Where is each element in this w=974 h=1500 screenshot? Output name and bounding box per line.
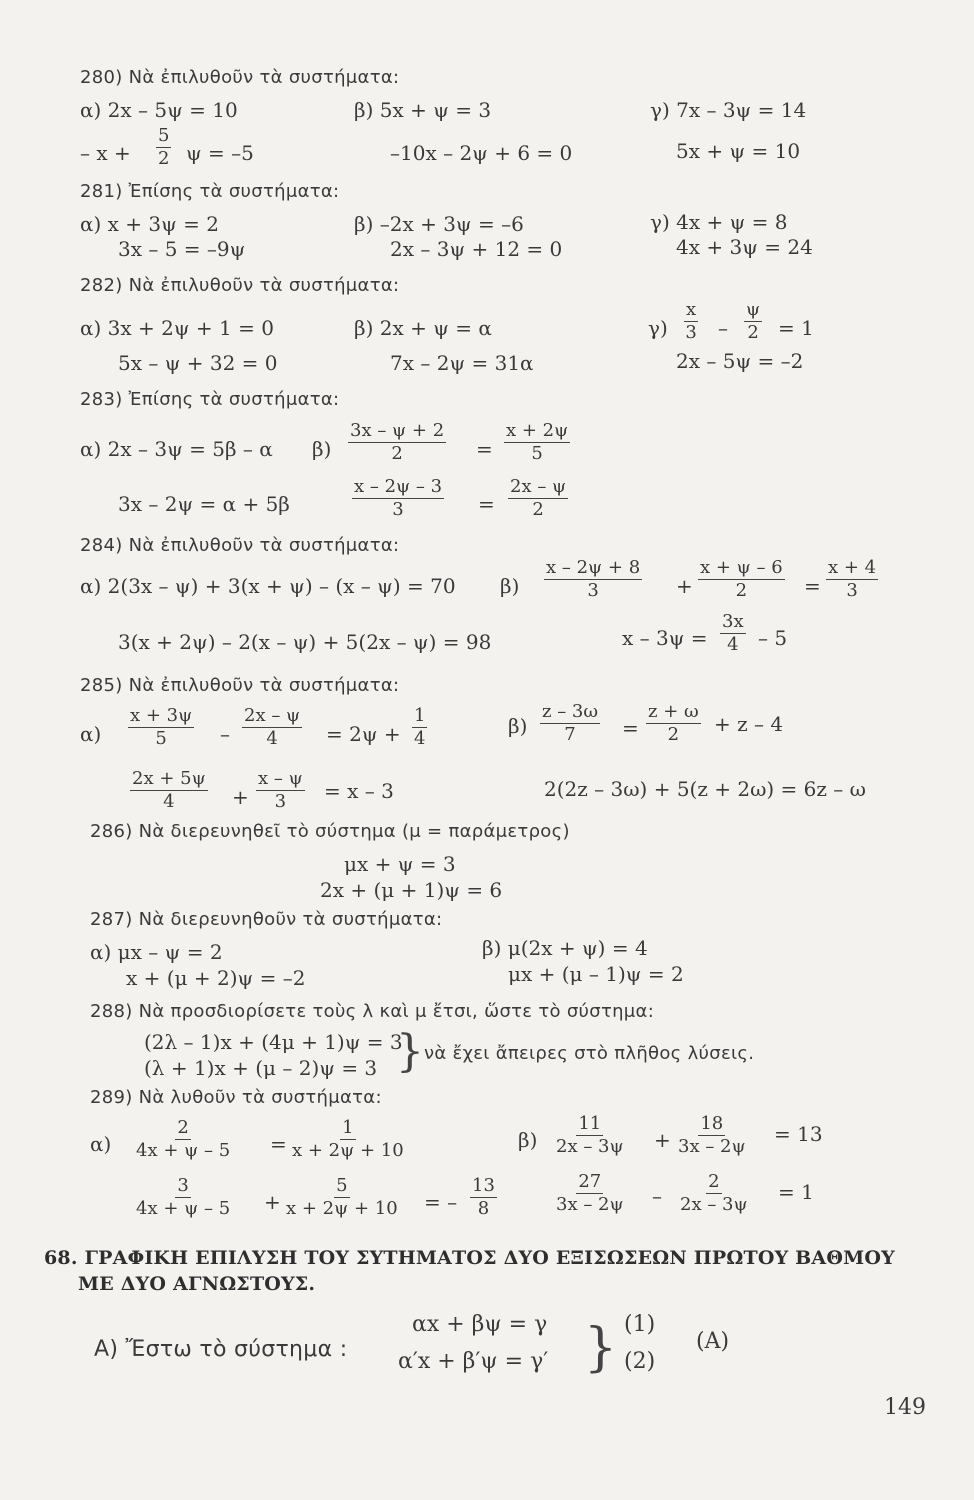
ex283-b-eq-sign: =: [476, 437, 493, 461]
page-number: 149: [884, 1395, 926, 1420]
system-a-brace: }: [584, 1318, 618, 1378]
ex289-b-fraction-2: $\frac{18}{3x - 2\psi}$: [678, 1113, 746, 1157]
ex286-eq2: 2x + (μ + 1)ψ = 6: [320, 878, 503, 902]
ex284-b-eq-sign: =: [804, 574, 821, 598]
ex288-tail: νὰ ἔχει ἄπειρες στὸ πλῆθος λύσεις.: [424, 1043, 755, 1064]
exercise-287-heading: 287) Νὰ διερευνηθοῦν τὰ συστήματα:: [90, 909, 443, 930]
ex280-c-eq2: 5x + ψ = 10: [676, 139, 801, 163]
ex289-b-fraction-1: $\frac{11}{2x - 3\psi}$: [556, 1113, 624, 1157]
exercise-283-heading: 283) Ἐπίσης τὰ συστήματα:: [80, 389, 340, 410]
ex289-a-fraction-1: $\frac{2}{4x + \psi - 5}$: [136, 1117, 231, 1161]
ex284-b-eq2-right: – 5: [758, 626, 788, 650]
ex289-a-fraction-5: $\frac{13}{8}$: [472, 1175, 495, 1219]
ex289-b-fraction-4: $\frac{2}{2x - 3\psi}$: [680, 1171, 748, 1215]
ex282-b-eq2: 7x – 2ψ = 31α: [390, 351, 534, 375]
ex281-b-eq2: 2x – 3ψ + 12 = 0: [390, 237, 563, 261]
ex285-a-fraction-1: $\frac{x + 3\psi}{5}$: [130, 705, 193, 749]
ex283-a-eq1: α) 2x – 3ψ = 5β – α: [80, 437, 273, 461]
ex280-a-fraction: $\frac{5}{2}$: [158, 125, 170, 169]
ex289-a-label: α): [90, 1132, 112, 1156]
ex281-c-eq2: 4x + 3ψ = 24: [676, 235, 813, 259]
ex280-b-eq1: β) 5x + ψ = 3: [354, 98, 492, 122]
exercise-288-heading: 288) Νὰ προσδιορίσετε τοὺς λ καὶ μ ἔτσι, ὥστε τὸ σύστημα:: [90, 1001, 655, 1022]
ex289-b-right: = 13: [774, 1122, 823, 1146]
ex285-a-fraction-4: $\frac{2x + 5\psi}{4}$: [132, 768, 206, 812]
ex282-a-eq1: α) 3x + 2ψ + 1 = 0: [80, 316, 274, 340]
ex282-c-fraction-1: $\frac{x}{3}$: [685, 299, 697, 343]
ex283-b-eq-sign-2: =: [478, 492, 495, 516]
ex285-b-label: β): [508, 714, 528, 738]
ex284-b-fraction-4: $\frac{3x}{4}$: [722, 611, 744, 655]
ex286-eq1: μx + ψ = 3: [344, 852, 456, 876]
ex289-a-eq-minus: = –: [424, 1190, 458, 1214]
exercise-282-heading: 282) Νὰ ἐπιλυθοῦν τὰ συστήματα:: [80, 275, 400, 296]
ex282-b-eq1: β) 2x + ψ = α: [354, 316, 492, 340]
ex289-b-minus: –: [652, 1184, 662, 1208]
ex280-a-eq2-right: ψ = –5: [186, 141, 254, 165]
ex285-b-eq2: 2(2z – 3ω) + 5(z + 2ω) = 6z – ω: [544, 777, 866, 801]
ex283-b-fraction-1: $\frac{3x - \psi + 2}{2}$: [350, 420, 445, 464]
ex287-a-eq2: x + (μ + 2)ψ = –2: [126, 966, 306, 990]
ex285-a-plus: +: [232, 785, 249, 809]
ex289-a-plus: +: [264, 1190, 281, 1214]
ex284-b-eq2-left: x – 3ψ =: [622, 626, 708, 650]
exercise-286-heading: 286) Νὰ διερευνηθεῖ τὸ σύστημα (μ = παράμετρος): [90, 821, 570, 842]
ex289-a-eq-sign: =: [270, 1132, 287, 1156]
ex284-a-eq2: 3(x + 2ψ) – 2(x – ψ) + 5(2x – ψ) = 98: [118, 630, 492, 654]
ex285-a-mid: = 2ψ +: [326, 722, 401, 746]
ex285-b-fraction-2: $\frac{z + \omega}{2}$: [648, 701, 699, 745]
ex289-a-fraction-4: $\frac{5}{x + 2\psi + 10}$: [286, 1175, 398, 1219]
ex283-a-eq2: 3x – 2ψ = α + 5β: [118, 492, 290, 516]
ex285-a-label: α): [80, 722, 102, 746]
system-a-tag-2: (2): [624, 1349, 656, 1374]
ex285-a-fraction-5: $\frac{x - \psi}{3}$: [258, 768, 303, 812]
ex285-b-eq-sign: =: [622, 716, 639, 740]
ex289-b-right-2: = 1: [778, 1180, 814, 1204]
section-68-title-line2: ΜΕ ΔΥΟ ΑΓΝΩΣΤΟΥΣ.: [78, 1273, 316, 1295]
exercise-285-heading: 285) Νὰ ἐπιλυθοῦν τὰ συστήματα:: [80, 675, 400, 696]
exercise-284-heading: 284) Νὰ ἐπιλυθοῦν τὰ συστήματα:: [80, 535, 400, 556]
ex289-a-fraction-3: $\frac{3}{4x + \psi - 5}$: [136, 1175, 231, 1219]
ex284-a-eq1: α) 2(3x – ψ) + 3(x + ψ) – (x – ψ) = 70: [80, 574, 456, 598]
system-a-label: (Α): [696, 1329, 730, 1354]
ex287-b-eq1: β) μ(2x + ψ) = 4: [482, 936, 648, 960]
ex282-c-rhs: = 1: [778, 316, 814, 340]
ex285-a-fraction-2: $\frac{2x - \psi}{4}$: [244, 705, 301, 749]
ex282-c-label: γ): [648, 316, 668, 340]
system-a-eq2: α′x + β′ψ = γ′: [398, 1349, 549, 1374]
ex282-c-fraction-2: $\frac{\psi}{2}$: [746, 299, 761, 343]
ex284-b-fraction-2: $\frac{x + \psi - 6}{2}$: [700, 557, 783, 601]
ex282-c-eq2: 2x – 5ψ = –2: [676, 349, 804, 373]
exercise-280-heading: 280) Νὰ ἐπιλυθοῦν τὰ συστήματα:: [80, 67, 400, 88]
ex289-a-fraction-2: $\frac{1}{x + 2\psi + 10}$: [292, 1117, 404, 1161]
ex280-b-eq2: –10x – 2ψ + 6 = 0: [390, 141, 573, 165]
ex284-b-fraction-1: $\frac{x - 2\psi + 8}{3}$: [546, 557, 641, 601]
ex283-b-fraction-3: $\frac{x - 2\psi - 3}{3}$: [354, 476, 443, 520]
ex285-a-minus: –: [220, 722, 230, 746]
system-a-tag-1: (1): [624, 1312, 656, 1337]
ex285-a-right: = x – 3: [324, 779, 394, 803]
ex288-brace: }: [396, 1026, 424, 1077]
ex281-a-eq1: α) x + 3ψ = 2: [80, 212, 220, 236]
ex289-b-label: β): [518, 1128, 538, 1152]
ex287-a-eq1: α) μx – ψ = 2: [90, 940, 223, 964]
ex284-b-plus: +: [676, 574, 693, 598]
ex289-b-plus: +: [654, 1128, 671, 1152]
ex289-b-fraction-3: $\frac{27}{3x - 2\psi}$: [556, 1171, 624, 1215]
ex281-b-eq1: β) –2x + 3ψ = –6: [354, 212, 524, 236]
ex280-a-eq2-left: – x +: [80, 141, 131, 165]
ex284-b-fraction-3: $\frac{x + 4}{3}$: [828, 557, 877, 601]
ex280-c-eq1: γ) 7x – 3ψ = 14: [650, 98, 807, 122]
ex281-a-eq2: 3x – 5 = –9ψ: [118, 237, 246, 261]
ex282-a-eq2: 5x – ψ + 32 = 0: [118, 351, 278, 375]
ex280-a-eq1: α) 2x – 5ψ = 10: [80, 98, 238, 122]
ex287-b-eq2: μx + (μ – 1)ψ = 2: [508, 962, 684, 986]
system-a-eq1: αx + βψ = γ: [412, 1312, 548, 1337]
section-68-title-line1: 68. ΓΡΑΦΙΚΗ ΕΠΙΛΥΣΗ ΤΟΥ ΣΥΤΗΜΑΤΟΣ ΔΥΟ ΕΞΙΣΩΣΕΩΝ ΠΡΩΤΟΥ ΒΑΘΜΟΥ: [44, 1247, 895, 1269]
ex282-c-minus: –: [718, 316, 728, 340]
ex283-b-fraction-2: $\frac{x + 2\psi}{5}$: [506, 420, 569, 464]
ex283-b-label: β): [312, 437, 332, 461]
ex283-b-fraction-4: $\frac{2x - \psi}{2}$: [510, 476, 567, 520]
ex288-eq1: (2λ – 1)x + (4μ + 1)ψ = 3: [144, 1030, 403, 1054]
exercise-281-heading: 281) Ἐπίσης τὰ συστήματα:: [80, 181, 340, 202]
section-68-intro: Α) Ἔστω τὸ σύστημα :: [94, 1337, 348, 1362]
exercise-289-heading: 289) Νὰ λυθοῦν τὰ συστήματα:: [90, 1087, 382, 1108]
ex288-eq2: (λ + 1)x + (μ – 2)ψ = 3: [144, 1056, 378, 1080]
ex285-b-fraction-1: $\frac{z - 3\omega}{7}$: [542, 701, 599, 745]
ex284-b-label: β): [500, 574, 520, 598]
ex285-b-right: + z – 4: [714, 712, 784, 736]
ex281-c-eq1: γ) 4x + ψ = 8: [650, 210, 788, 234]
ex285-a-fraction-3: $\frac{1}{4}$: [414, 705, 426, 749]
